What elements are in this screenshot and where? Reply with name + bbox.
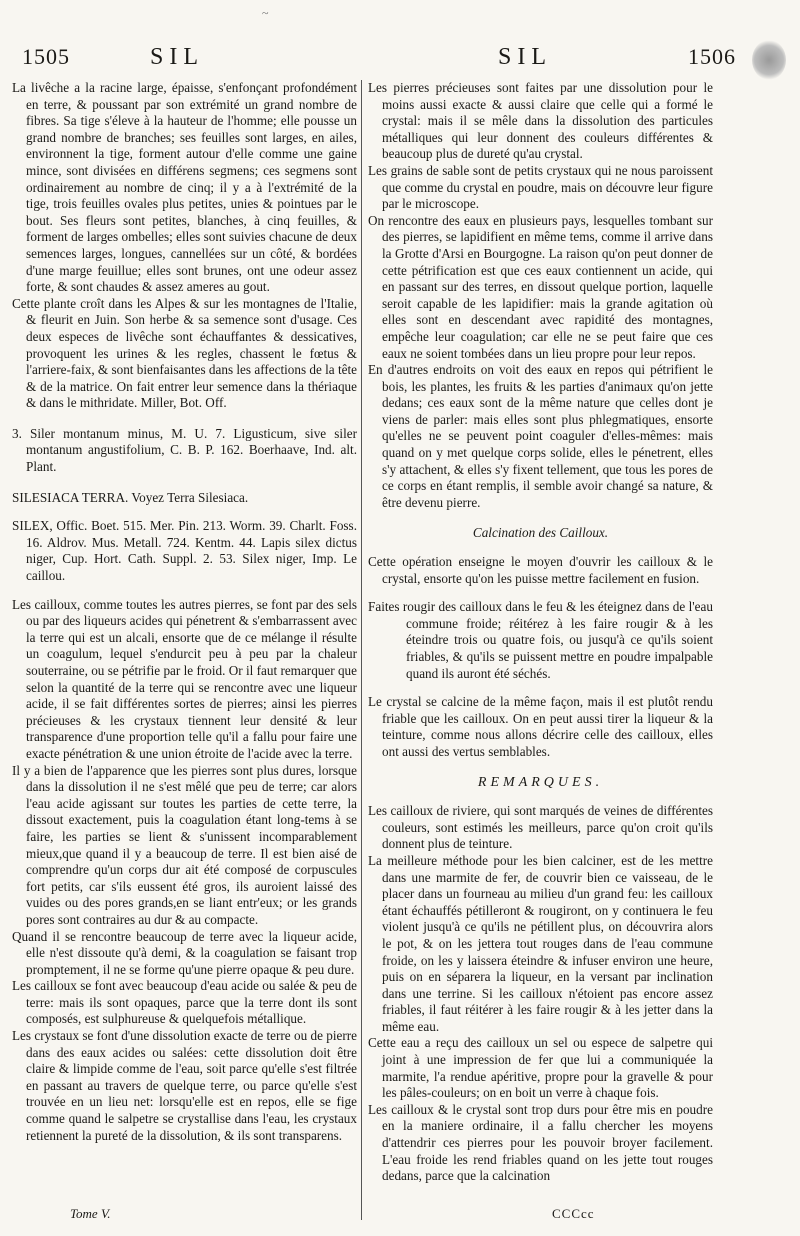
paragraph: Les crystaux se font d'une dissolution exacte de terre ou de pierre dans des eaux acides ou salées: cette dissolution doit être claire & limpide comme de l'eau, soit parce qu'elle s'est filtrée en passant au travers de quelque terre, ou parce qu'elle s'est trouvée en un lieu net: lorsqu'elle est en repos, elle se fige comme quand le salpetre se crystallise dans l'eau, les crystaux retiennent la pureté de la dissolution, & ils sont transparens. [12,1028,357,1143]
ink-blot [752,40,786,80]
paragraph: Le crystal se calcine de la même façon, mais il est plutôt rendu friable que les cailloux. On en peut aussi tirer la liqueur & la teinture, comme nous allons décrire celle des cailloux, elles ont aussi des vertus semblables. [368,694,713,759]
page-number-right: 1506 [688,44,736,69]
entry-heading: SILEX, Offic. Boet. 515. Mer. Pin. 213. Worm. 39. Charlt. Foss. 16. Aldrov. Mus. Metall. 724. Kentm. 44. Lapis silex dictus niger, Cup. Hort. Cath. Suppl. 2. 53. Silex niger, Imp. Le caillou. [12,518,357,584]
left-column [12,80,357,1144]
running-head-right: SIL [498,44,552,70]
paragraph: Quand il se rencontre beaucoup de terre avec la liqueur acide, elle n'est dissoute qu'à demi, & la coagulation se faisant trop promptement, il ne se forme qu'une pierre opaque & peu dure. [12,928,357,977]
page-number-left: 1505 [22,44,70,69]
paragraph: Cette eau a reçu des cailloux un sel ou espece de salpetre qui joint à une impression de fer que lui a communiquée la marmite, l'a rendue apéritive, propre pour la gravelle & pour les pâles-couleurs; on en boit un verre à chaque fois. [368,1035,713,1101]
paragraph: Les cailloux se font avec beaucoup d'eau acide ou salée & peu de terre: mais ils sont opaques, parce que la terre dont ils sont composés, est sulphureuse & quelquefois métallique. [12,978,357,1027]
paragraph: Cette plante croît dans les Alpes & sur les montagnes de l'Italie, & fleurit en Juin. Son herbe & sa semence sont d'usage. Ces deux especes de livêche sont échauffantes & dessicatives, provoquent les urines & les regles, chassent le fœtus & l'arriere-faix, & sont bienfaisantes dans les affections de la tête & de la matrice. On fait entrer leur semence dans la thériaque & dans le mithridate. Miller, Bot. Off. [12,295,357,411]
paragraph: 3. Siler montanum minus, M. U. 7. Ligusticum, sive siler montanum angustifolium, C. B. P. 162. Boerhaave, Ind. alt. Plant. [12,425,357,475]
gathering-signature: CCCcc [552,1206,595,1221]
paragraph: On rencontre des eaux en plusieurs pays, lesquelles tombant sur des pierres, se lapidifient en même tems, comme il arrive dans la Grotte d'Arsi en Bourgogne. La raison qu'on peut donner de cette pétrification est que ces eaux contiennent un acide, qui en passant sur des terres, en dissout quelque portion, laquelle seroit capable de les lapidifier: mais la grande agitation où elles sont en descendant avec rapidité des montagnes, empêche leur coagulation; car elle ne se peut faire que ces eaux ne soient tombées dans un lieu propre pour leur repos. [368,212,713,361]
column-rule [361,80,362,1220]
paragraph: Les cailloux de riviere, qui sont marqués de veines de différentes couleurs, sont estimés les meilleurs, parce qu'on croit qu'ils donnent plus de teinture. [368,803,713,852]
paragraph: Les pierres précieuses sont faites par une dissolution pour le moins aussi exacte & aussi claire que celle qui a formé le crystal: mais il se mêle dans la dissolution des particules métalliques qui leur donnent des couleurs différentes & beaucoup plus de dureté qu'au crystal. [368,80,713,162]
running-head-left: SIL [150,44,204,70]
right-column [368,80,713,1185]
section-heading: Calcination des Cailloux. [472,525,609,541]
recipe-paragraph: Faites rougir des cailloux dans le feu & les éteignez dans de l'eau commune froide; réitérez à les faire rougir & à les éteindre trois ou quatre fois, ou jusqu'à ce qu'ils soient friables, & qu'ils se puissent mettre en poudre impalpable quand ils auront été séchés. [368,599,713,681]
remarks-heading: REMARQUES. [477,774,604,790]
paragraph: Cette opération enseigne le moyen d'ouvrir les cailloux & le crystal, ensorte qu'on les puisse mettre facilement en fusion. [368,554,713,586]
paragraph: La meilleure méthode pour les bien calciner, est de les mettre dans une marmite de fer, de couvrir bien ce vaisseau, de le placer dans un fourneau au milieu d'un grand feu: les cailloux étant échauffés pétilleront & rougiront, on y continuera le feu violent jusqu'à ce qu'ils ne pétillent plus, on découvrira alors le pot, & on les jettera tout rouges dans de l'eau commune froide, on les y laissera éteindre & infuser environ une heure, puis on en séparera la liqueur, en la versant par inclination dans une terrine. Si les cailloux n'étoient pas encore assez friables, il faut réitérer à les faire rougir & à les jetter dans la même eau. [368,852,713,1034]
entry-heading: SILESIACA TERRA. Voyez Terra Silesiaca. [12,489,249,505]
paragraph: En d'autres endroits on voit des eaux en repos qui pétrifient le bois, les plantes, les fruits & les parties d'animaux qu'on jette dedans; ces eaux sont de la même nature que celles dont je viens de parler: mais elles sont plus phlegmatiques, ensorte qu'elles ne se peuvent point coaguler d'elles-mêmes: mais quand on y met quelque corps solide, elles le pénetrent, elles s'y attachent, & elles s'y fixent tellement, que tous les pores de ce corps en étant remplis, il semble avoir changé sa nature, & être devenu pierre. [368,362,713,510]
paragraph: Il y a bien de l'apparence que les pierres sont plus dures, lorsque dans la dissolution il ne s'est mêlé que peu de terre; car alors l'eau acide agissant sur toutes les parties de cette terre, la dissout exactement, puis la coagulation étant long-tems à se faire, les parties se lient & s'unissent incomparablement mieux,que quand il y a beaucoup de terre. Il est bien aisé de comprendre qu'un corps dur ait été composé de corpuscules fort petits, car s'ils eussent été gros, ils auroient laissé des vuides ou des pores grands,en se liant entr'eux; or les grands pores sont contraires au dur & au compacte. [12,762,357,927]
volume-signature: Tome V. [70,1206,111,1221]
paragraph: La livêche a la racine large, épaisse, s'enfonçant profondément en terre, & poussant par son extrémité un grand nombre de fibres. Sa tige s'éleve à la hauteur de l'homme; elle pousse un grand nombre de branches; ses feuilles sont larges, en ailes, environnent la tige, forment autour d'elle comme une gaine mince, sont divisées en différens segmens; ces segmens sont ordinairement au nombre de cinq; il y a à l'extrémité de la tige, trois feuilles ovales plus petites, unies & pointues par le bout. Ses fleurs sont petites, blanches, à cinq feuilles, & forment de larges ombelles; elles sont suivies chacune de deux semences larges, longues, cannellées sur un côté, & bordées d'une marge feuillue; elles sont brunes, ont une odeur assez forte, & sont chaudes & assez ameres au gout. [12,80,357,295]
paragraph: Les grains de sable sont de petits crystaux qui ne nous paroissent que comme du crystal en poudre, mais on découvre leur figure par le microscope. [368,162,713,212]
top-mark: ~ [262,6,269,20]
paragraph: Les cailloux & le crystal sont trop durs pour être mis en poudre en la maniere ordinaire, il a fallu chercher les moyens d'attendrir ces pierres pour les pouvoir broyer facilement. L'eau froide les rend friables quand on les jette tout rouges dedans, parce que la calcination [368,1101,713,1184]
paragraph: Les cailloux, comme toutes les autres pierres, se font par des sels ou par des liqueurs acides qui pénetrent & s'embarrassent avec la terre qui est un alcali, ensorte que de ce mélange il résulte un coagulum, lequel s'endurcit peu à peu par la chaleur souterraine, ou se pétrifie par le froid. Or il faut remarquer que selon la quantité de la terre qui se rencontre avec une liqueur acide, il se fait différentes sortes de pierres; ainsi les pierres précieuses & les crystaux tiennent leur densité & leur transparence d'une proportion telle qu'il a fallu pour faire une exacte pénétration & une union étroite de l'acide avec la terre. [12,596,357,761]
